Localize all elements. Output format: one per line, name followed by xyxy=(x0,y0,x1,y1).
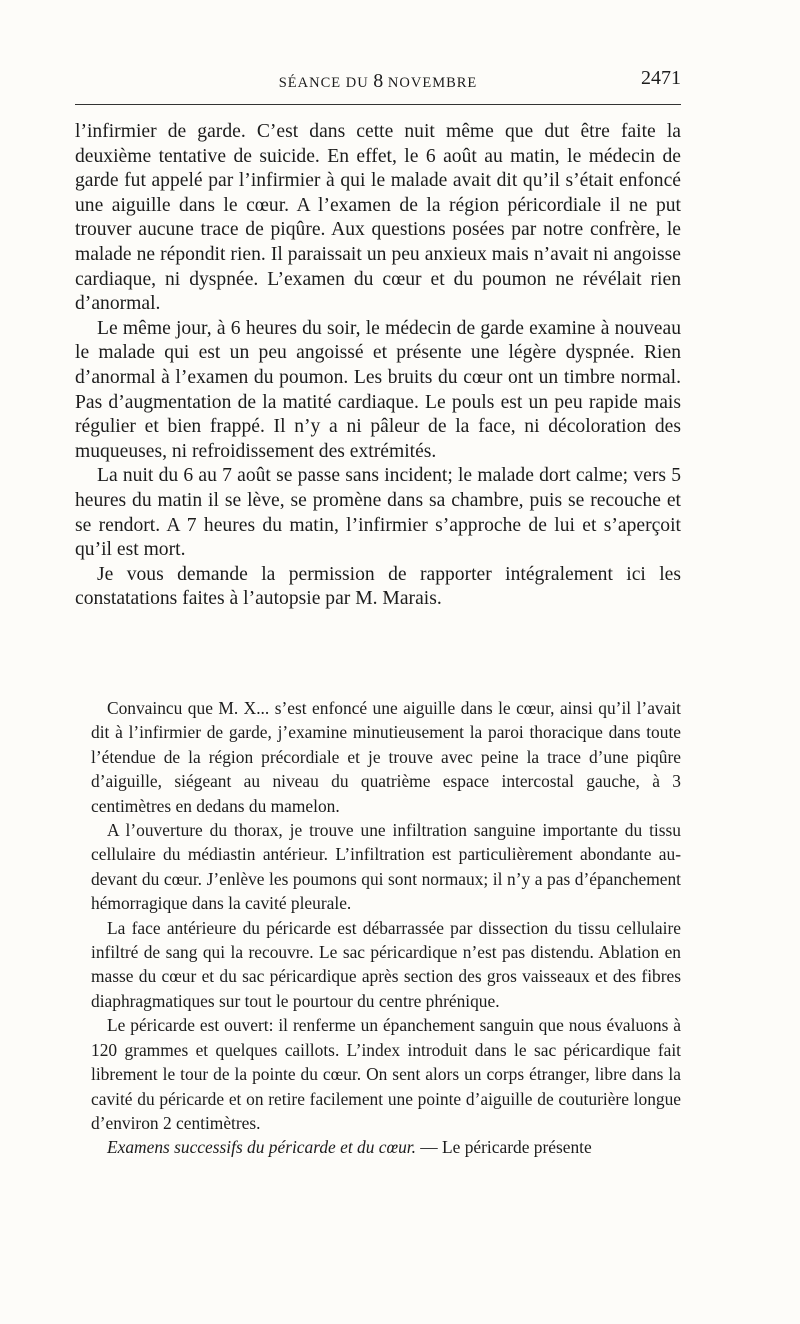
header-rule xyxy=(75,104,681,105)
running-header xyxy=(75,64,681,92)
report-paragraph: Convaincu que M. X... s’est enfoncé une aiguille dans le cœur, ainsi qu’il l’avait dit à l’infirmier de garde, j’examine minutieusement la paroi thoracique dans toute l’étendue de la région précordiale et je trouve avec peine la trace d’une piqûre d’aiguille, siégeant au niveau du quatrième espace intercostal gauche, à 3 centimètres en dedans du mamelon. xyxy=(91,698,681,816)
report-paragraph: La face antérieure du péricarde est débarrassée par dissection du tissu cellulaire infiltré de sang qui la recouvre. Le sac péricardique n’est pas distendu. Ablation en masse du cœur et du sac péricardique après section des gros vaisseaux et des fibres diaphragmatiques sur tout le pourtour du centre phrénique. xyxy=(91,917,681,1011)
autopsy-report xyxy=(91,696,681,1160)
body-paragraph: La nuit du 6 au 7 août se passe sans incident; le malade dort calme; vers 5 heures du matin il se lève, se promène dans sa chambre, puis se recouche et se rendort. A 7 heures du matin, l’infirmier s’approche de lui et s’aperçoit qu’il est mort. xyxy=(75,465,681,561)
body-paragraph: Le même jour, à 6 heures du soir, le médecin de garde examine à nouveau le malade qui est un peu angoissé et présente une légère dyspnée. Rien d’anormal à l’examen du poumon. Les bruits du cœur ont un timbre normal. Pas d’augmentation de la matité cardiaque. Le pouls est un peu rapide mais régulier et bien frappé. Il n’y a ni pâleur de la face, ni décoloration des muqueuses, ni refroidissement des extrémités. xyxy=(75,317,681,462)
body-paragraph: Je vous demande la permission de rapporter intégralement ici les constatations faites à l’autopsie par M. Marais. xyxy=(75,563,681,610)
report-last-line xyxy=(91,1135,681,1159)
running-title-number: 8 xyxy=(373,70,384,92)
report-paragraph: Le péricarde est ouvert: il renferme un épanchement sanguin que nous évaluons à 120 grammes et quelques caillots. L’index introduit dans le sac péricardique fait librement le tour de la pointe du cœur. On sent alors un corps étranger, libre dans la cavité du péricarde et on retire facilement une pointe d’aiguille de couturière longue d’environ 2 centimètres. xyxy=(91,1015,681,1133)
running-title xyxy=(75,70,681,93)
body-paragraph: l’infirmier de garde. C’est dans cette nuit même que dut être faite la deuxième tentative de suicide. En effet, le 6 août au matin, le médecin de garde fut appelé par l’infirmier à qui le malade avait dit qu’il s’était enfoncé une aiguille dans le cœur. A l’examen de la région péricordiale il ne put trouver aucune trace de piqûre. Aux questions posées par notre confrère, le malade ne répondit rien. Il paraissait un peu anxieux mais n’avait ni angoisse cardiaque, ni dyspnée. L’examen du cœur et du poumon ne révélait rien d’anormal. xyxy=(75,121,681,315)
section-heading-rest: — Le péricarde présente xyxy=(415,1137,592,1158)
section-heading-italic: Examens successifs du péricarde et du cœur. xyxy=(107,1137,416,1158)
main-text xyxy=(75,120,681,612)
report-paragraph: A l’ouverture du thorax, je trouve une infiltration sanguine importante du tissu cellulaire du médiastin antérieur. L’infiltration est particulièrement abondante au-devant du cœur. J’enlève les poumons qui sont normaux; il n’y a pas d’épanchement hémorragique dans la cavité pleurale. xyxy=(91,820,681,914)
page-number: 2471 xyxy=(641,67,681,89)
running-title-prefix: SÉANCE DU xyxy=(278,75,374,91)
running-title-suffix: NOVEMBRE xyxy=(383,75,478,91)
